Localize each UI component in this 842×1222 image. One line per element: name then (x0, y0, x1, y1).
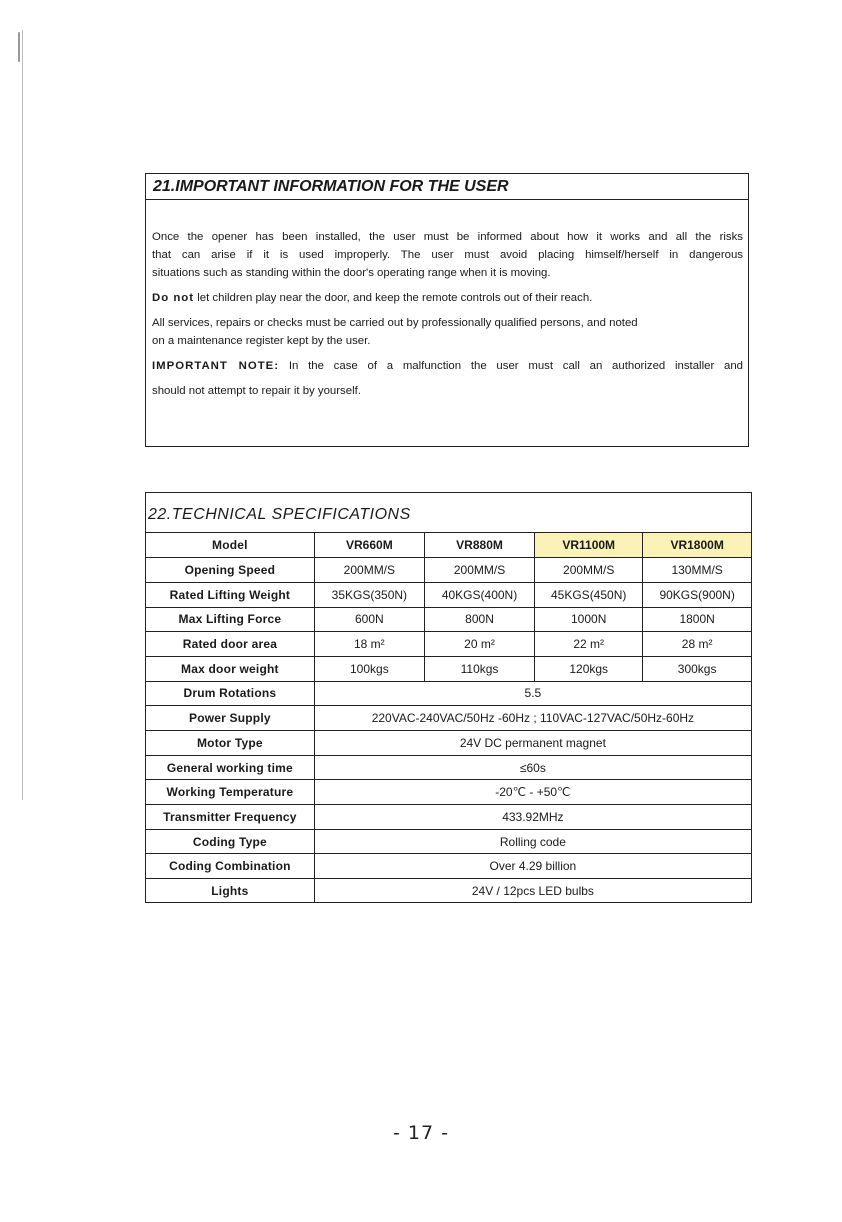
row-label: Working Temperature (146, 780, 314, 805)
technical-specifications-section (145, 492, 752, 903)
table-row (146, 656, 751, 681)
table-cell: 24V DC permanent magnet (314, 731, 751, 756)
row-label: Rated door area (146, 632, 314, 657)
row-label: Opening Speed (146, 558, 314, 583)
note-line2: should not attempt to repair it by yourself. (152, 385, 361, 397)
row-label: Max Lifting Force (146, 607, 314, 632)
table-row (146, 780, 751, 805)
table-cell: 90KGS(900N) (643, 582, 751, 607)
para1-line1: Once the opener has been installed, the user must be informed about how it works and all the risks (152, 231, 743, 243)
table-cell: 120kgs (535, 656, 643, 681)
table-cell: 100kgs (314, 656, 424, 681)
row-label: Transmitter Frequency (146, 805, 314, 830)
model-vr1800m: VR1800M (643, 533, 751, 558)
row-label: Model (146, 533, 314, 558)
note-label: IMPORTANT NOTE: (152, 360, 280, 372)
table-cell: Over 4.29 billion (314, 854, 751, 879)
table-row (146, 632, 751, 657)
row-label: Power Supply (146, 706, 314, 731)
table-cell: 1000N (535, 607, 643, 632)
table-row (146, 854, 751, 879)
row-label: Rated Lifting Weight (146, 582, 314, 607)
table-cell: 800N (424, 607, 534, 632)
table-cell: 600N (314, 607, 424, 632)
table-cell: 433.92MHz (314, 805, 751, 830)
table-cell: 200MM/S (424, 558, 534, 583)
table-row (146, 558, 751, 583)
table-cell: 200MM/S (535, 558, 643, 583)
row-label: Motor Type (146, 731, 314, 756)
para1-line2: that can arise if it is used improperly. The user must avoid placing himself/herself in dangerous (152, 249, 743, 261)
table-row (146, 607, 751, 632)
note-text: In the case of a malfunction the user must call an authorized installer and (279, 360, 744, 372)
table-cell: 5.5 (314, 681, 751, 706)
row-label: Drum Rotations (146, 681, 314, 706)
table-row (146, 681, 751, 706)
donot-text: let children play near the door, and keep the remote controls out of their reach. (194, 292, 593, 304)
table-cell: 22 m² (535, 632, 643, 657)
page-number: - 17 - (393, 1122, 449, 1144)
section-21-body (146, 200, 748, 400)
table-row (146, 805, 751, 830)
table-cell: 28 m² (643, 632, 751, 657)
model-vr660m: VR660M (314, 533, 424, 558)
table-row (146, 755, 751, 780)
table-row-model (146, 533, 751, 558)
note-paragraph (152, 357, 743, 375)
section-21-title: 21.IMPORTANT INFORMATION FOR THE USER (146, 174, 748, 200)
table-row (146, 879, 751, 904)
table-row (146, 706, 751, 731)
row-label: Lights (146, 879, 314, 904)
donot-paragraph (152, 289, 743, 307)
table-cell: 35KGS(350N) (314, 582, 424, 607)
table-row (146, 829, 751, 854)
services-line1: All services, repairs or checks must be carried out by professionally qualified persons, and noted (152, 317, 638, 329)
scan-edge-mark (18, 32, 20, 62)
row-label: Coding Type (146, 829, 314, 854)
table-cell: 130MM/S (643, 558, 751, 583)
scan-edge-line (22, 30, 23, 800)
table-cell: -20℃ - +50℃ (314, 780, 751, 805)
table-cell: 1800N (643, 607, 751, 632)
table-cell: 24V / 12pcs LED bulbs (314, 879, 751, 904)
services-line2: on a maintenance register kept by the user. (152, 335, 371, 347)
model-vr880m: VR880M (424, 533, 534, 558)
table-row (146, 731, 751, 756)
donot-label: Do not (152, 292, 195, 304)
important-info-section (145, 173, 749, 447)
table-row (146, 582, 751, 607)
row-label: General working time (146, 755, 314, 780)
row-label: Max door weight (146, 656, 314, 681)
table-cell: 200MM/S (314, 558, 424, 583)
spec-table (146, 533, 751, 903)
model-vr1100m: VR1100M (535, 533, 643, 558)
para1-line3: situations such as standing within the door's operating range when it is moving. (152, 267, 551, 279)
table-cell: 110kgs (424, 656, 534, 681)
table-cell: 45KGS(450N) (535, 582, 643, 607)
table-cell: ≤60s (314, 755, 751, 780)
table-cell: 40KGS(400N) (424, 582, 534, 607)
table-cell: 300kgs (643, 656, 751, 681)
table-cell: 18 m² (314, 632, 424, 657)
table-cell: Rolling code (314, 829, 751, 854)
table-cell: 20 m² (424, 632, 534, 657)
section-22-title: 22.TECHNICAL SPECIFICATIONS (146, 493, 751, 533)
table-cell: 220VAC-240VAC/50Hz -60Hz ; 110VAC-127VAC/50Hz-60Hz (314, 706, 751, 731)
row-label: Coding Combination (146, 854, 314, 879)
